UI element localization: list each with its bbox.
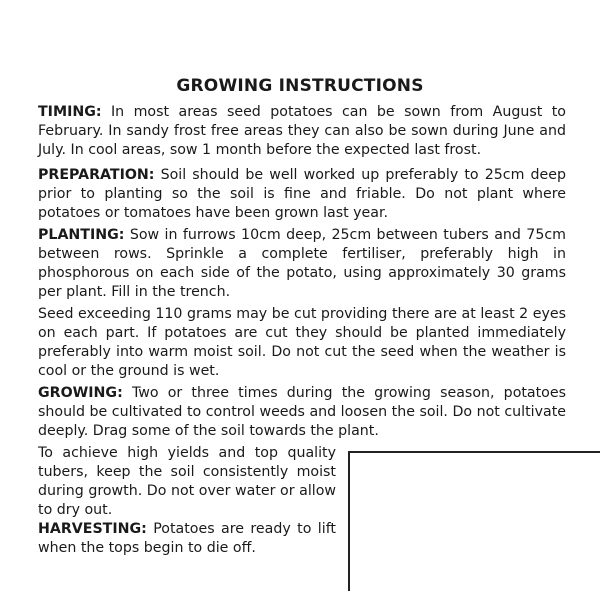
- harvesting-label: HARVESTING:: [38, 521, 147, 537]
- preparation-label: PREPARATION:: [38, 167, 155, 183]
- growing-label: GROWING:: [38, 385, 123, 401]
- timing-text: In most areas seed potatoes can be sown from August to February. In sandy frost free areas they can also be sown during June and July. In cool areas, sow 1 month before the expected last frost.: [38, 104, 566, 158]
- growing-text: Two or three times during the growing season, potatoes should be cultivated to control weeds and loosen the soil. Do not cultivate deeply. Drag some of the soil towards the plant.: [38, 385, 566, 439]
- empty-label-box: [348, 451, 600, 591]
- yields-paragraph: [38, 444, 336, 520]
- timing-label: TIMING:: [38, 104, 102, 120]
- planting-text: Sow in furrows 10cm deep, 25cm between tubers and 75cm between rows. Sprinkle a complete fertiliser, preferably high in phosphorous on each side of the potato, using approximately 30 grams per plant. Fill in the trench.: [38, 227, 566, 300]
- seed-cutting-text: Seed exceeding 110 grams may be cut providing there are at least 2 eyes on each part. If potatoes are cut they should be planted immediately preferably into warm moist soil. Do not cut the seed when the weather is cool or the ground is wet.: [38, 306, 566, 379]
- timing-paragraph: [38, 103, 566, 160]
- preparation-paragraph: [38, 166, 566, 223]
- preparation-text: Soil should be well worked up preferably to 25cm deep prior to planting so the soil is fine and friable. Do not plant where potatoes or tomatoes have been grown last year.: [38, 167, 566, 221]
- seed-cutting-paragraph: [38, 305, 566, 381]
- harvesting-paragraph: [38, 520, 336, 558]
- growing-paragraph: [38, 384, 566, 441]
- harvesting-text: Potatoes are ready to lift when the tops begin to die off.: [38, 521, 336, 556]
- yields-text: To achieve high yields and top quality tubers, keep the soil consistently moist during growth. Do not over water or allow to dry out.: [38, 445, 336, 518]
- planting-paragraph: [38, 226, 566, 302]
- planting-label: PLANTING:: [38, 227, 125, 243]
- page-title: GROWING INSTRUCTIONS: [176, 76, 424, 96]
